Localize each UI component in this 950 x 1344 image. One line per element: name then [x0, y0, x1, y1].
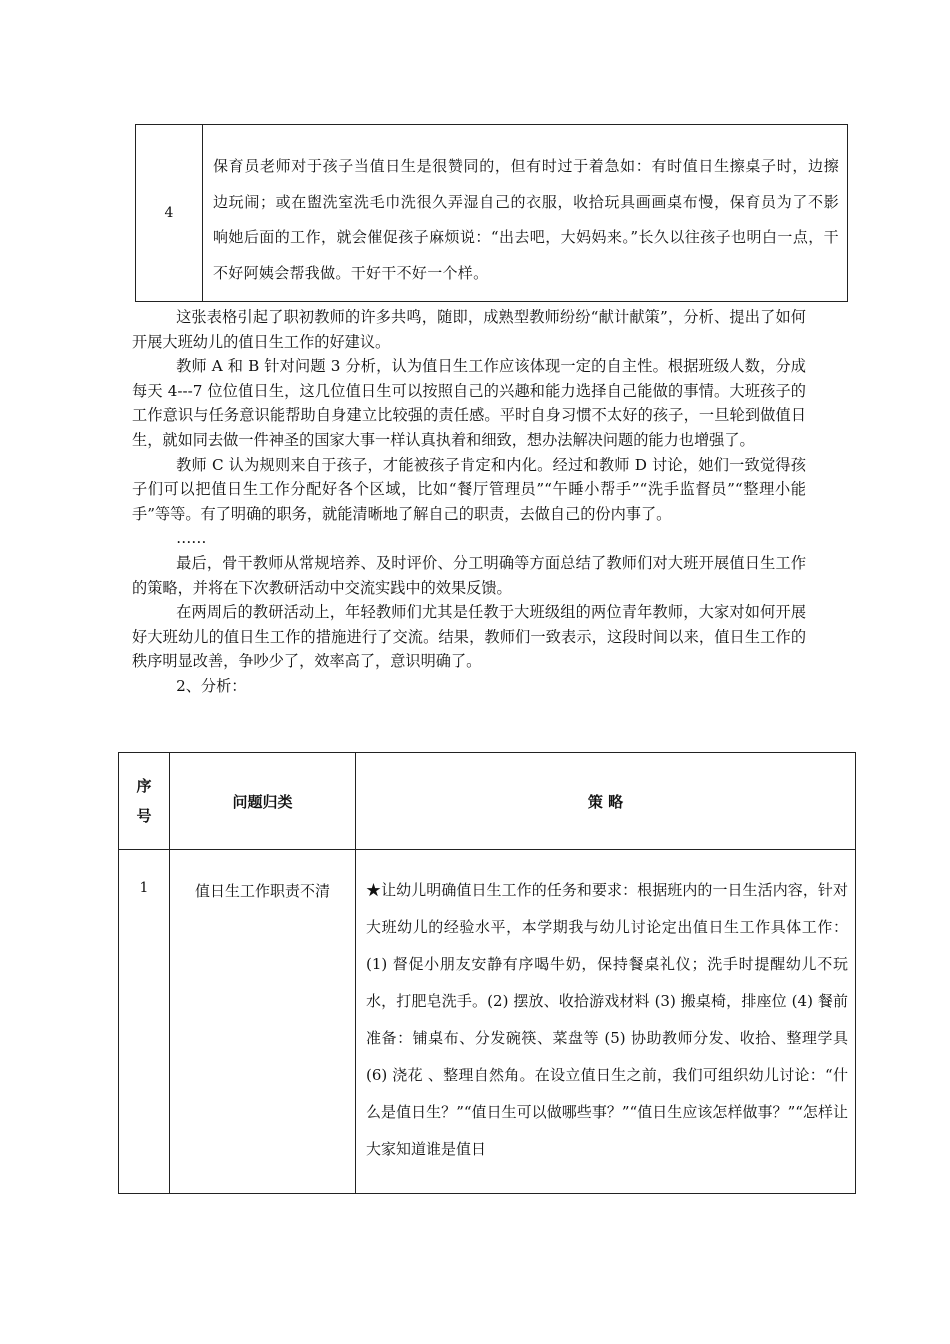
header-seq-bottom: 号	[136, 807, 152, 825]
header-strategy: 策 略	[356, 753, 856, 850]
paragraph: 最后，骨干教师从常规培养、及时评价、分工明确等方面总结了教师们对大班开展值日生工作的策略，并将在下次教研活动中交流实践中的效果反馈。	[132, 553, 806, 597]
header-seq	[119, 753, 170, 850]
table-row	[136, 125, 848, 302]
row-strategy: ★让幼儿明确值日生工作的任务和要求：根据班内的一日生活内容，针对大班幼儿的经验水平，本学期我与幼儿讨论定出值日生工作具体工作：(1) 督促小朋友安静有序喝牛奶，保持餐桌礼仪；洗手时提醒幼儿不玩水，打肥皂洗手。(2) 摆放、收拾游戏材料 (3) 搬桌椅，排座位 (4) 餐前准备：铺桌布、分发碗筷、菜盘等 (5) 协助教师分发、收拾、整理学具 (6) 浇花 、整理自然角。在设立值日生之前，我们可组织幼儿讨论：“什么是值日生？”“值日生可以做哪些事？”“值日生应该怎样做事？”“怎样让大家知道谁是值日	[356, 850, 856, 1194]
paragraph: 这张表格引起了职初教师的许多共鸣，随即，成熟型教师纷纷“献计献策”，分析、提出了如何开展大班幼儿的值日生工作的好建议。	[132, 308, 806, 351]
header-seq-top: 序	[136, 777, 152, 795]
table-analysis	[118, 752, 856, 1194]
header-category: 问题归类	[170, 753, 356, 850]
row-number: 4	[136, 125, 203, 302]
paragraph: ……	[176, 529, 207, 548]
table-problems-continued	[135, 124, 848, 302]
table-header-row	[119, 753, 856, 850]
paragraph: 在两周后的教研活动上，年轻教师们尤其是任教于大班级组的两位青年教师，大家对如何开展好大班幼儿的值日生工作的措施进行了交流。结果，教师们一致表示，这段时间以来，值日生工作的秩序明显改善，争吵少了，效率高了，意识明确了。	[132, 603, 806, 671]
body-text	[132, 305, 806, 699]
paragraph: 教师 A 和 B 针对问题 3 分析，认为值日生工作应该体现一定的自主性。根据班级人数，分成每天 4---7 位位值日生，这几位值日生可以按照自己的兴趣和能力选择自己能做的事情。大班孩子的工作意识与任务意识能帮助自身建立比较强的责任感。平时自身习惯不太好的孩子，一旦轮到做值日生，就如同去做一件神圣的国家大事一样认真执着和细致，想办法解决问题的能力也增强了。	[132, 357, 806, 449]
row-problem-text: 保育员老师对于孩子当值日生是很赞同的，但有时过于着急如：有时值日生擦桌子时，边擦边玩闹；或在盥洗室洗毛巾洗很久弄湿自己的衣服，收拾玩具画画桌布慢，保育员为了不影响她后面的工作，就会催促孩子麻烦说：“出去吧，大妈妈来。”长久以往孩子也明白一点，干不好阿姨会帮我做。干好干不好一个样。	[203, 125, 848, 302]
paragraph: 教师 C 认为规则来自于孩子，才能被孩子肯定和内化。经过和教师 D 讨论，她们一致觉得孩子们可以把值日生工作分配好各个区域，比如“餐厅管理员”“午睡小帮手”“洗手监督员”“整理小能手”等等。有了明确的职务，就能清晰地了解自己的职责，去做自己的份内事了。	[132, 455, 806, 523]
section-heading: 2、分析：	[176, 676, 247, 695]
row-category: 值日生工作职责不清	[170, 850, 356, 1194]
table-row	[119, 850, 856, 1194]
row-number: 1	[119, 850, 170, 1194]
